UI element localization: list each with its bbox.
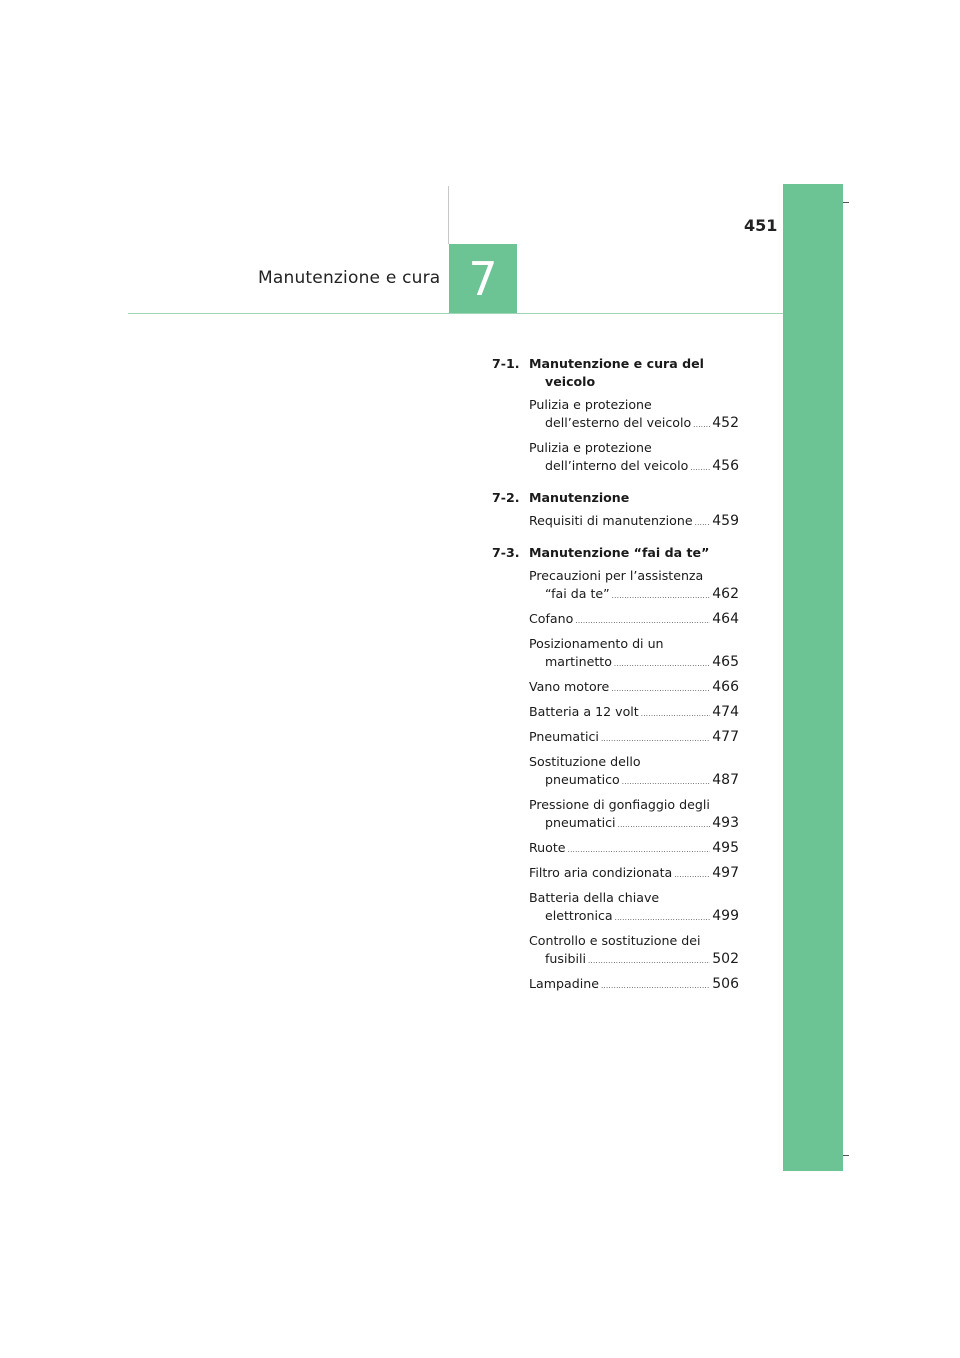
toc-section <box>492 489 739 532</box>
toc-entry-line <box>529 512 739 532</box>
toc-entry-page: 474 <box>712 704 739 720</box>
toc-entry[interactable] <box>529 512 739 532</box>
toc-entry-label: Sostituzione dello <box>529 754 641 769</box>
toc-entry-label: Batteria della chiave <box>529 890 660 905</box>
toc-entry-line <box>529 585 739 605</box>
dot-leader <box>612 587 711 605</box>
toc-section-number: 7-1. <box>492 356 520 371</box>
dot-leader <box>615 909 711 927</box>
dot-leader <box>611 680 710 698</box>
toc-section-title: veicolo <box>545 374 596 389</box>
toc-entry-label: elettronica <box>545 908 613 923</box>
toc-entry-label: Lampadine <box>529 976 599 991</box>
toc-entry-line <box>529 771 739 791</box>
toc-entry[interactable] <box>529 728 739 748</box>
toc-entry[interactable] <box>529 864 739 884</box>
toc-entry-line <box>529 814 739 834</box>
toc-section-number: 7-2. <box>492 490 520 505</box>
dot-leader <box>601 977 710 995</box>
toc-entry-page: 493 <box>712 815 739 831</box>
dot-leader <box>695 514 711 532</box>
toc-entry-label: Requisiti di manutenzione <box>529 513 693 528</box>
toc-entry-line <box>529 728 739 748</box>
toc-section-number: 7-3. <box>492 545 520 560</box>
toc-entry[interactable] <box>529 567 739 605</box>
dot-leader <box>601 730 710 748</box>
chapter-title: Manutenzione e cura <box>258 268 441 288</box>
header-rule <box>128 313 783 314</box>
toc-entry-label: dell’esterno del veicolo <box>545 415 692 430</box>
chapter-number-box <box>449 244 517 313</box>
toc-entry-label: dell’interno del veicolo <box>545 458 689 473</box>
toc-entry-label: Controllo e sostituzione dei <box>529 933 701 948</box>
dot-leader <box>588 952 710 970</box>
dot-leader <box>690 459 710 477</box>
toc-entry-label: Pneumatici <box>529 729 599 744</box>
toc-entry[interactable] <box>529 439 739 477</box>
toc-section-title: Manutenzione e cura del <box>529 356 705 371</box>
toc-entry-label: pneumatici <box>545 815 616 830</box>
toc-entry-line <box>529 864 739 884</box>
toc-entry[interactable] <box>529 610 739 630</box>
toc-entry-label: Ruote <box>529 840 566 855</box>
toc-entry-line <box>529 457 739 477</box>
toc-entry-line <box>529 678 739 698</box>
toc-section-heading[interactable] <box>492 489 739 507</box>
page-number: 451 <box>744 216 778 235</box>
toc-entry-label: martinetto <box>545 654 612 669</box>
dot-leader <box>618 816 711 834</box>
toc-entry-label: “fai da te” <box>545 586 610 601</box>
dot-leader <box>674 866 710 884</box>
header-divider-vertical <box>448 186 449 244</box>
toc-entry-page: 495 <box>712 840 739 856</box>
toc-entry-line <box>529 975 739 995</box>
toc-entry[interactable] <box>529 796 739 834</box>
toc-entry-label: Cofano <box>529 611 574 626</box>
toc-section-heading[interactable] <box>492 355 739 391</box>
toc-entry-label: fusibili <box>545 951 586 966</box>
toc-entry[interactable] <box>529 635 739 673</box>
toc-entry-label: Pulizia e protezione <box>529 397 652 412</box>
toc-entry[interactable] <box>529 839 739 859</box>
toc-entry-page: 499 <box>712 908 739 924</box>
dot-leader <box>641 705 711 723</box>
dot-leader <box>568 841 711 859</box>
toc-entry-line <box>529 950 739 970</box>
toc-section-heading[interactable] <box>492 544 739 562</box>
toc-entry[interactable] <box>529 396 739 434</box>
toc-entry-line <box>529 703 739 723</box>
toc-entry[interactable] <box>529 753 739 791</box>
table-of-contents <box>492 355 739 1000</box>
toc-entry[interactable] <box>529 975 739 995</box>
chapter-side-tab <box>783 184 843 1171</box>
toc-entry-line <box>529 610 739 630</box>
toc-section <box>492 355 739 477</box>
toc-section-title: Manutenzione “fai da te” <box>529 545 710 560</box>
toc-entry-line <box>529 839 739 859</box>
toc-entry[interactable] <box>529 889 739 927</box>
toc-entry-label: Batteria a 12 volt <box>529 704 639 719</box>
toc-entry-page: 456 <box>712 458 739 474</box>
toc-entry-page: 459 <box>712 513 739 529</box>
toc-entry[interactable] <box>529 678 739 698</box>
chapter-number: 7 <box>468 251 498 306</box>
toc-entry-line <box>529 653 739 673</box>
toc-entry-page: 487 <box>712 772 739 788</box>
toc-entry-page: 506 <box>712 976 739 992</box>
toc-section <box>492 544 739 995</box>
toc-entry-label: pneumatico <box>545 772 620 787</box>
toc-entry[interactable] <box>529 932 739 970</box>
toc-entry-page: 464 <box>712 611 739 627</box>
toc-entry-label: Pulizia e protezione <box>529 440 652 455</box>
toc-entry-page: 465 <box>712 654 739 670</box>
toc-section-title: Manutenzione <box>529 490 630 505</box>
toc-entry-page: 466 <box>712 679 739 695</box>
toc-entry-page: 497 <box>712 865 739 881</box>
dot-leader <box>614 655 710 673</box>
toc-entry-label: Pressione di gonfiaggio degli <box>529 797 710 812</box>
toc-entry-page: 462 <box>712 586 739 602</box>
toc-entry-label: Precauzioni per l’assistenza <box>529 568 704 583</box>
toc-entry-line <box>529 414 739 434</box>
dot-leader <box>575 612 710 630</box>
dot-leader <box>622 773 711 791</box>
toc-entry-label: Filtro aria condizionata <box>529 865 673 880</box>
toc-entry-page: 452 <box>712 415 739 431</box>
toc-entry-line <box>529 907 739 927</box>
toc-entry-page: 477 <box>712 729 739 745</box>
toc-entry-page: 502 <box>712 951 739 967</box>
toc-entry[interactable] <box>529 703 739 723</box>
dot-leader <box>693 416 710 434</box>
toc-entry-label: Posizionamento di un <box>529 636 664 651</box>
toc-entry-label: Vano motore <box>529 679 610 694</box>
